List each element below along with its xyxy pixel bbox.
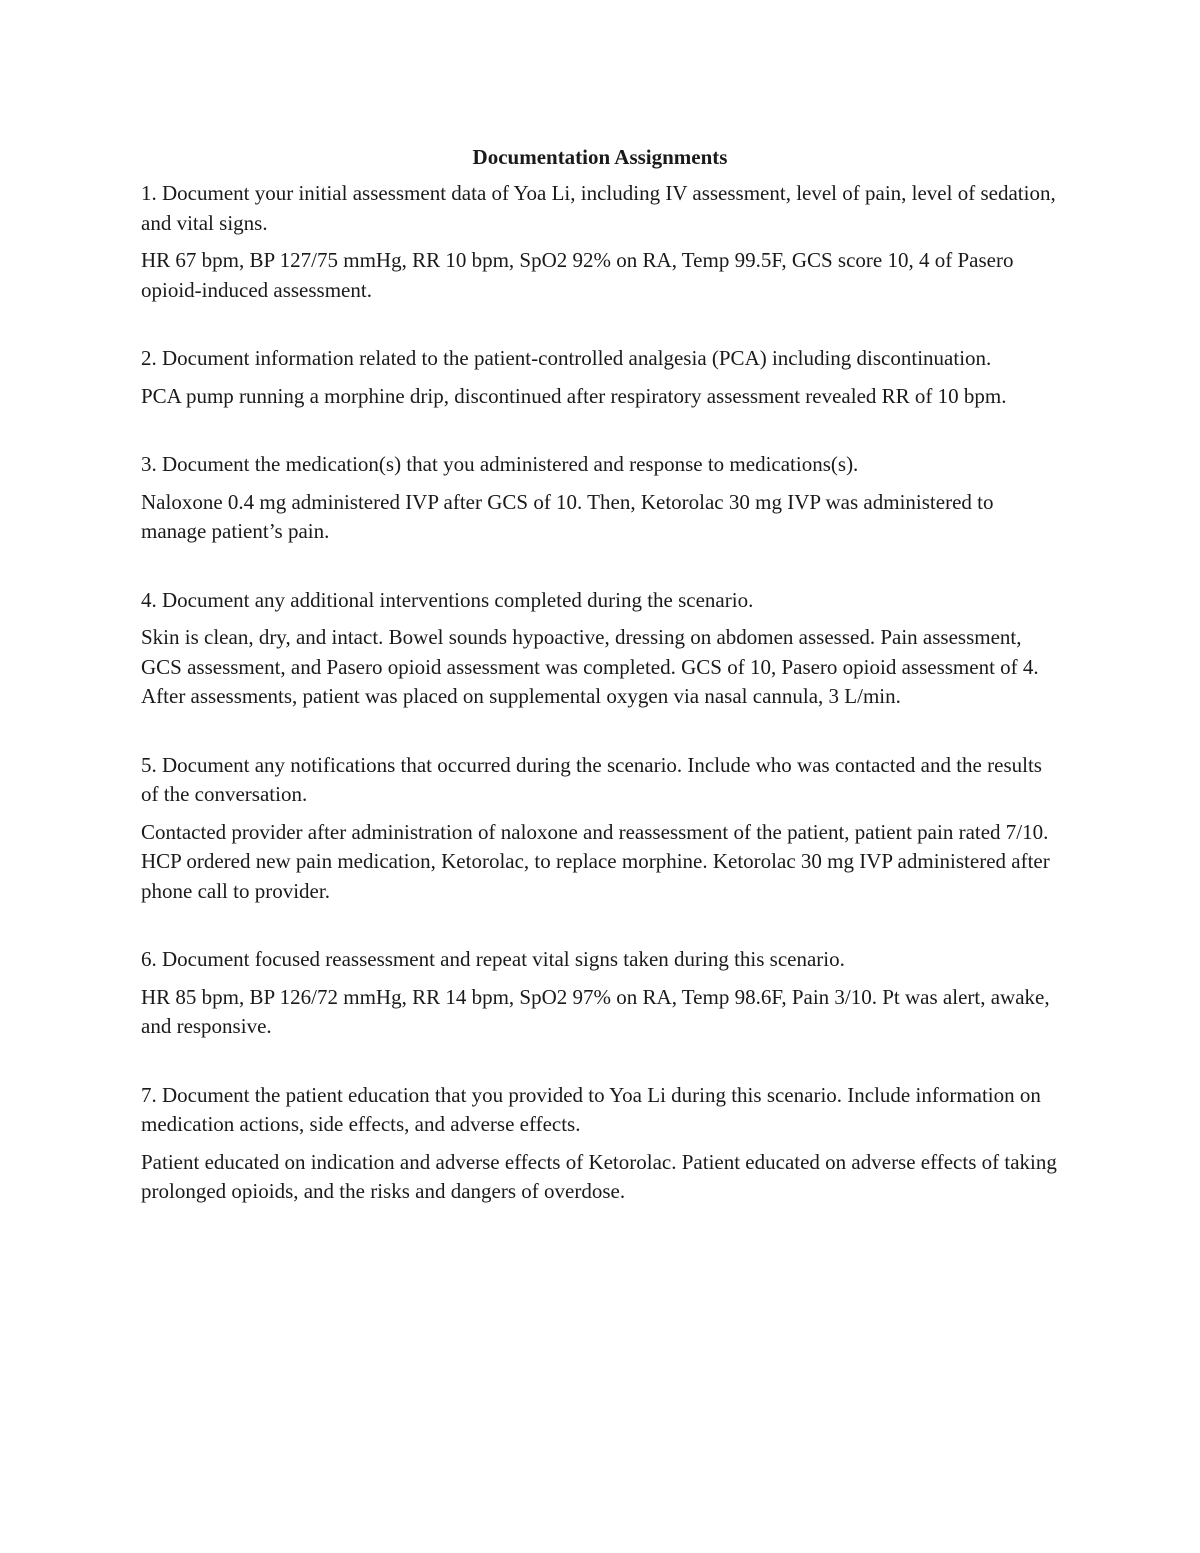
section-4 — [141, 586, 1061, 712]
question-4: 4. Document any additional interventions completed during the scenario. — [141, 587, 754, 612]
answer-5: Contacted provider after administration of naloxone and reassessment of the patient, patient pain rated 7/10. HCP ordered new pain medication, Ketorolac, to replace morphine. Ketorolac 30 mg IVP administered after phone call to provider. — [141, 819, 1050, 903]
section-5 — [141, 751, 1061, 907]
answer-2: PCA pump running a morphine drip, discontinued after respiratory assessment revealed RR of 10 bpm. — [141, 383, 1007, 408]
section-6 — [141, 945, 1061, 1042]
question-5: 5. Document any notifications that occurred during the scenario. Include who was contacted and the results of the conversation. — [141, 752, 1042, 806]
question-1: 1. Document your initial assessment data of Yoa Li, including IV assessment, level of pain, level of sedation, and vital signs. — [141, 181, 1056, 235]
document-body — [141, 179, 1061, 1246]
answer-4: Skin is clean, dry, and intact. Bowel sounds hypoactive, dressing on abdomen assessed. Pain assessment, GCS assessment, and Pasero opioid assessment was completed. GCS of 10, Pasero opioid assessment of 4. After assessments, patient was placed on supplemental oxygen via nasal cannula, 3 L/min. — [141, 625, 1039, 708]
answer-6: HR 85 bpm, BP 126/72 mmHg, RR 14 bpm, SpO2 97% on RA, Temp 98.6F, Pain 3/10. Pt was alert, awake, and responsive. — [141, 984, 1050, 1038]
section-2 — [141, 344, 1061, 411]
question-3: 3. Document the medication(s) that you administered and response to medications(s). — [141, 452, 859, 476]
answer-7: Patient educated on indication and adverse effects of Ketorolac. Patient educated on adverse effects of taking prolonged opioids, and the risks and dangers of overdose. — [141, 1149, 1057, 1203]
question-2: 2. Document information related to the patient-controlled analgesia (PCA) including discontinuation. — [141, 346, 992, 370]
section-3 — [141, 450, 1061, 547]
section-1 — [141, 179, 1061, 305]
section-7 — [141, 1081, 1061, 1207]
answer-3: Naloxone 0.4 mg administered IVP after GCS of 10. Then, Ketorolac 30 mg IVP was administered to manage patient’s pain. — [141, 489, 994, 543]
answer-1: HR 67 bpm, BP 127/75 mmHg, RR 10 bpm, SpO2 92% on RA, Temp 99.5F, GCS score 10, 4 of Pasero opioid-induced assessment. — [141, 248, 1014, 302]
question-6: 6. Document focused reassessment and repeat vital signs taken during this scenario. — [141, 947, 845, 971]
question-7: 7. Document the patient education that you provided to Yoa Li during this scenario. Include information on medication actions, side effects, and adverse effects. — [141, 1082, 1041, 1136]
document-title: Documentation Assignments — [472, 145, 728, 169]
